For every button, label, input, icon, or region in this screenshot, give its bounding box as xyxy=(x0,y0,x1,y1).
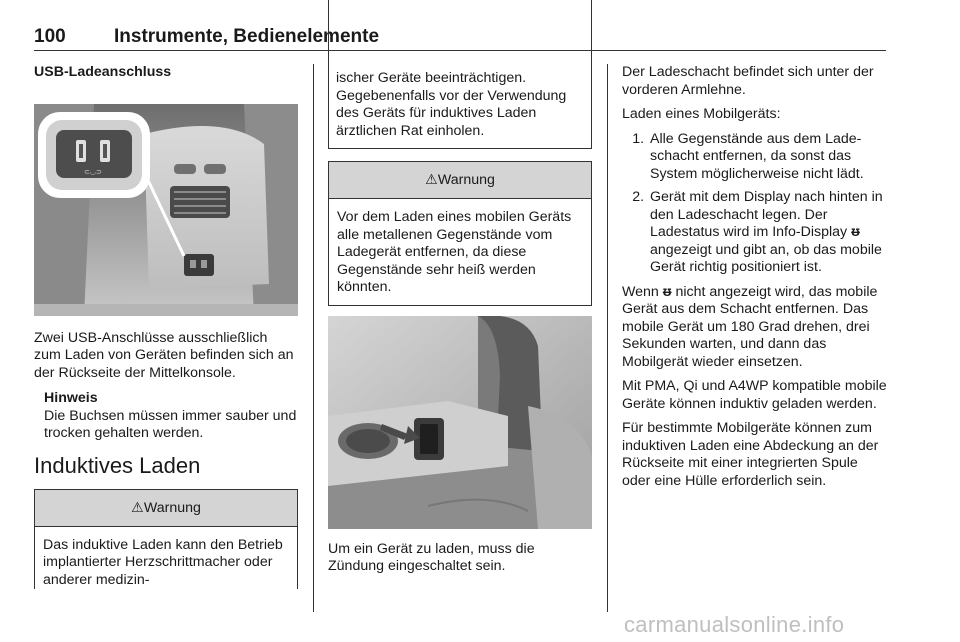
column-1 xyxy=(34,64,298,589)
wireless-charging-icon: ᵿ xyxy=(851,224,860,240)
warning-triangle-icon: ⚠ xyxy=(131,499,144,516)
warning-header xyxy=(329,162,591,199)
column-divider-2 xyxy=(607,64,608,612)
warning-box-continued xyxy=(328,0,592,149)
procedure-steps xyxy=(622,131,888,277)
warning-box-pacemaker xyxy=(34,489,298,590)
column-2 xyxy=(328,64,592,583)
usb-description: Zwei USB-Anschlüsse ausschließlich zum Laden von Geräten befinden sich an der Rückseite der Mittelkonsole. xyxy=(34,329,294,381)
warning-triangle-icon: ⚠ xyxy=(425,172,438,188)
warning-header xyxy=(35,490,297,527)
list-item: 1. Alle Gegenstände aus dem Ladeschacht entfernen, da sonst das System möglicherweise nicht lädt. xyxy=(648,131,888,184)
warning-continued-text: ischer Geräte beeinträchtigen. Gegebenenfalls vor der Verwendung des Geräts für induktives Laden ärztlichen Rat einholen. xyxy=(336,70,567,139)
note-block xyxy=(44,390,298,443)
warning-text: Vor dem Laden eines mobilen Geräts alle metallenen Gegenstände vom Ladegerät entfernen, da diese Gegenstände sehr heiß werden könnten. xyxy=(337,209,572,295)
slot-location-text: Der Ladeschacht befindet sich unter der vorderen Armlehne. xyxy=(622,64,874,98)
wireless-charging-icon: ᵿ xyxy=(662,283,672,300)
svg-text:⊂◡⊃: ⊂◡⊃ xyxy=(84,168,102,176)
compatibility-text: Mit PMA, Qi und A4WP kompatible mobile Geräte können induktiv geladen werden. xyxy=(622,378,887,412)
cover-requirement-text: Für bestimmte Mobilgeräte können zum induktiven Laden eine Abdeckung an der Rückseite mit einer integrierten Spule oder eine Hülle erforderlich sein. xyxy=(622,420,879,489)
usb-port-photo xyxy=(34,104,298,316)
note-title: Hinweis xyxy=(44,390,98,406)
chapter-title: Instrumente, Bedienelemente xyxy=(114,26,380,47)
usb-subheading: USB-Ladeanschluss xyxy=(34,64,172,80)
warning-label: Warnung xyxy=(437,172,495,188)
watermark: carmanualsonline.info xyxy=(624,612,845,637)
ignition-caption: Um ein Gerät zu laden, muss die Zündung eingeschaltet sein. xyxy=(328,540,535,574)
note-text: Die Buchsen müssen immer sauber und trocken gehalten werden. xyxy=(44,407,297,441)
page-number: 100 xyxy=(34,26,66,47)
list-item: 2. Gerät mit dem Display nach hinten in den Ladeschacht legen. Der Ladestatus wird im Info-Display ᵿ angezeigt und gibt an, ob das mobile Gerät richtig positioniert ist. xyxy=(648,189,888,277)
warning-text: Das induktive Laden kann den Betrieb implantierter Herzschrittmacher oder anderer medizin- xyxy=(43,536,283,588)
charging-slot-photo xyxy=(328,316,592,529)
column-3 xyxy=(622,64,888,497)
warning-label: Warnung xyxy=(143,499,201,516)
reposition-text: Wenn ᵿ nicht angezeigt wird, das mobile Gerät aus dem Schacht entfernen. Das mobile Gerät um 180 Grad drehen, drei Sekunden warten, und dann das Mobilgerät wieder einsetzen. xyxy=(622,283,878,370)
column-divider-1 xyxy=(313,64,314,612)
warning-box-metal xyxy=(328,161,592,306)
procedure-intro: Laden eines Mobilgeräts: xyxy=(622,106,781,122)
section-heading-inductive: Induktives Laden xyxy=(34,452,201,478)
